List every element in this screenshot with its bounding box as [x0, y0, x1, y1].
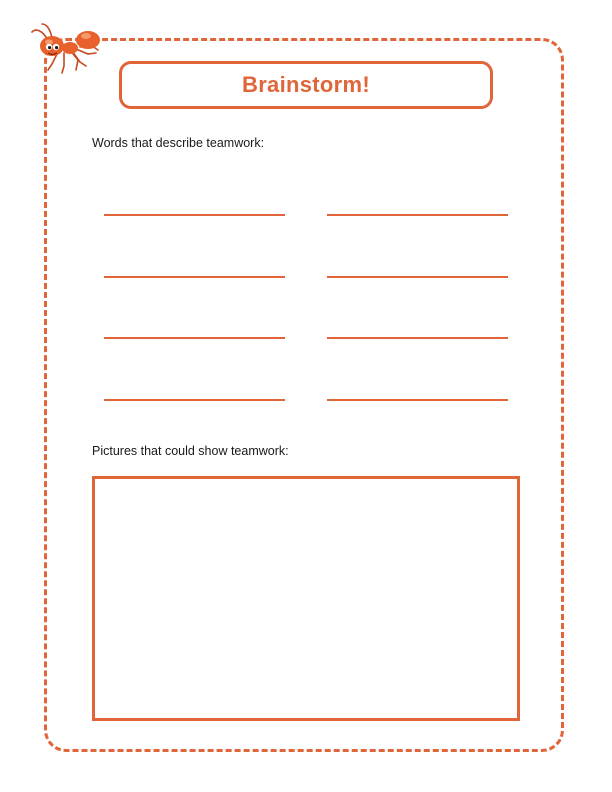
- answer-line[interactable]: [104, 337, 285, 339]
- ant-icon: [28, 20, 108, 76]
- answer-line[interactable]: [327, 276, 508, 278]
- pictures-prompt: Pictures that could show teamwork:: [92, 444, 289, 458]
- drawing-area[interactable]: [92, 476, 520, 721]
- answer-line[interactable]: [104, 214, 285, 216]
- title-box: [119, 61, 493, 109]
- answer-line[interactable]: [327, 399, 508, 401]
- answer-line[interactable]: [104, 276, 285, 278]
- words-prompt: Words that describe teamwork:: [92, 136, 265, 150]
- answer-line[interactable]: [327, 337, 508, 339]
- page-title: Brainstorm!: [242, 72, 370, 97]
- answer-line[interactable]: [104, 399, 285, 401]
- answer-line[interactable]: [327, 214, 508, 216]
